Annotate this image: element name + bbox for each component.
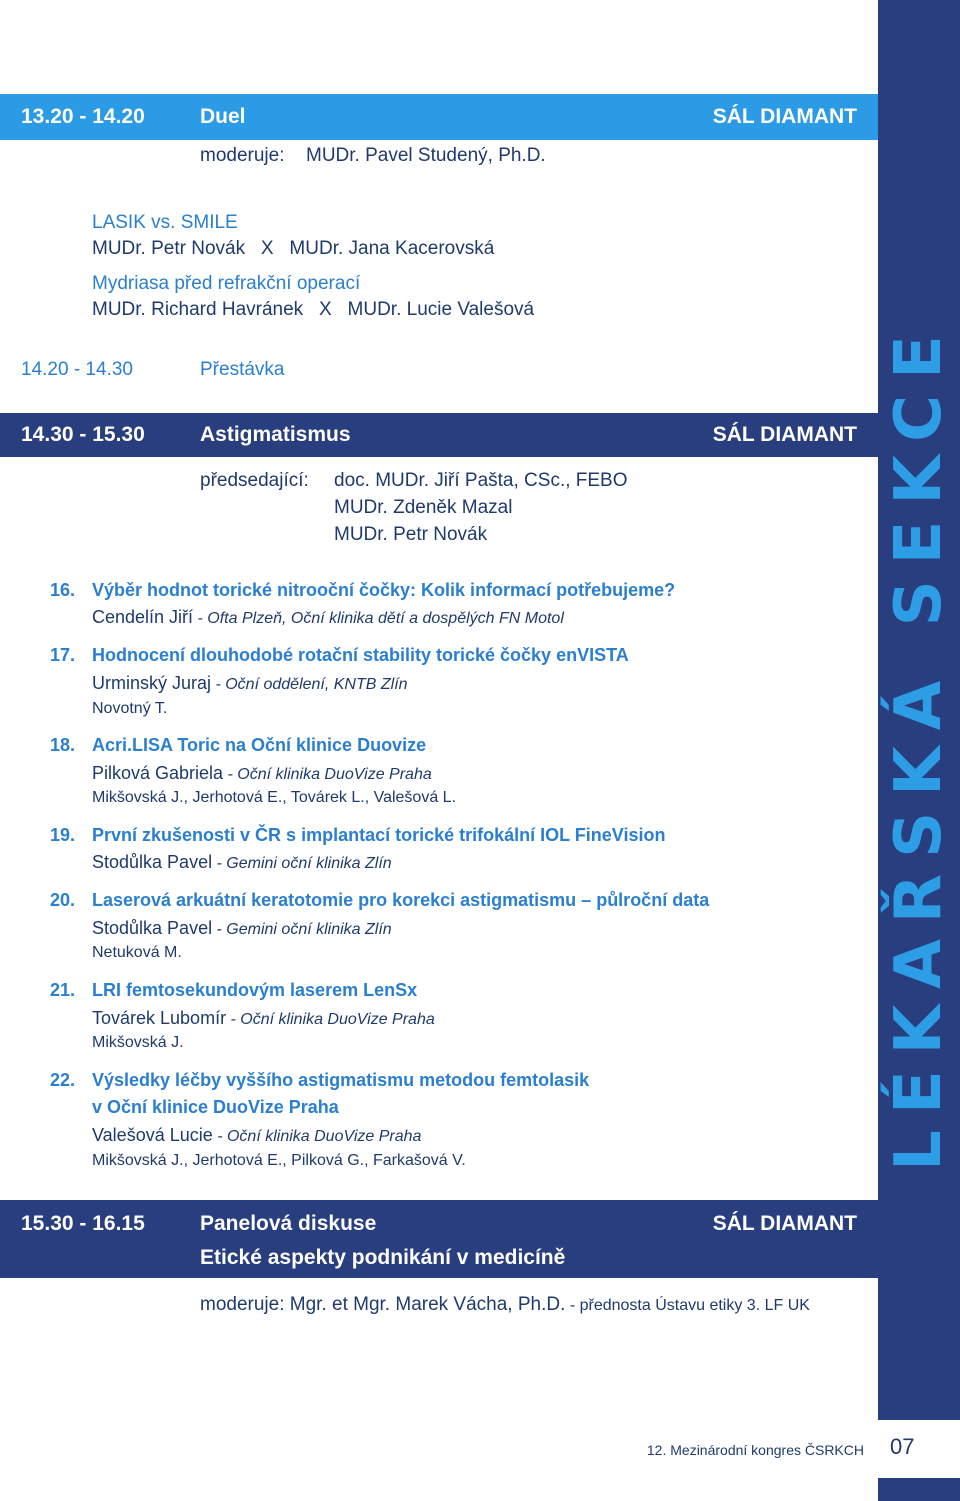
- talk-17-number: 17.: [50, 645, 76, 665]
- page-number-box: [878, 1420, 960, 1478]
- duel-hall: SÁL DIAMANT: [712, 105, 857, 128]
- astig-time: 14.30 - 15.30: [21, 423, 145, 446]
- talk-17-author-line: [92, 673, 408, 694]
- talk-22-author: Valešová Lucie: [92, 1125, 213, 1145]
- talk-22-title: Výsledky léčby vyššího astigmatismu metodou femtolasik: [92, 1070, 590, 1090]
- talk-22-coauthors: Mikšovská J., Jerhotová E., Pilková G., Farkašová V.: [92, 1152, 466, 1169]
- talk-20-author: Stodůlka Pavel: [92, 918, 213, 938]
- talk-20-coauthors: Netuková M.: [92, 944, 182, 961]
- duel-item-2-speakers: MUDr. Richard Havránek X MUDr. Lucie Valešová: [92, 299, 535, 320]
- astig-title: Astigmatismus: [200, 423, 351, 446]
- talk-19-author-line: [92, 852, 392, 873]
- panel-subtitle: Etické aspekty podnikání v medicíně: [200, 1246, 566, 1269]
- duel-header-bar: [0, 94, 878, 140]
- duel-item-1-title: LASIK vs. SMILE: [92, 212, 238, 233]
- panel-moderator-line: [200, 1294, 810, 1316]
- panel-time: 15.30 - 16.15: [21, 1212, 145, 1235]
- talk-19-author: Stodůlka Pavel: [92, 852, 213, 872]
- talk-16-affiliation: - Ofta Plzeň, Oční klinika dětí a dospělých FN Motol: [193, 610, 564, 627]
- panel-moderator-label: moderuje:: [200, 1294, 285, 1315]
- duel-item-1-speakers: MUDr. Petr Novák X MUDr. Jana Kacerovská: [92, 238, 495, 259]
- talk-22-number: 22.: [50, 1070, 76, 1090]
- panel-moderator-affiliation: - přednosta Ústavu etiky 3. LF UK: [565, 1297, 810, 1314]
- talk-21-coauthors: Mikšovská J.: [92, 1034, 184, 1051]
- talk-16-title: Výběr hodnot torické nitrooční čočky: Kolik informací potřebujeme?: [92, 580, 676, 600]
- astig-hall: SÁL DIAMANT: [712, 423, 857, 446]
- talk-16-author-line: [92, 607, 564, 628]
- talk-20-author-line: [92, 918, 392, 939]
- page-number: 07: [890, 1434, 915, 1459]
- talk-16-number: 16.: [50, 580, 76, 600]
- talk-22-title-line2: v Oční klinice DuoVize Praha: [92, 1097, 339, 1117]
- duel-time: 13.20 - 14.20: [21, 105, 145, 128]
- talk-20-number: 20.: [50, 890, 76, 910]
- panel-header-bar: [0, 1200, 878, 1278]
- break-time: 14.20 - 14.30: [21, 359, 133, 380]
- talk-17-coauthors: Novotný T.: [92, 700, 168, 717]
- talk-17-affiliation: - Oční oddělení, KNTB Zlín: [211, 676, 408, 693]
- talk-18-author: Pilková Gabriela: [92, 763, 224, 783]
- panel-moderator: Mgr. et Mgr. Marek Vácha, Ph.D.: [289, 1294, 566, 1315]
- duel-moderator-label: moderuje:: [200, 145, 285, 166]
- break-title: Přestávka: [200, 359, 285, 380]
- talk-18-title: Acri.LISA Toric na Oční klinice Duovize: [92, 735, 427, 755]
- panel-title: Panelová diskuse: [200, 1212, 377, 1235]
- astig-chairs-label: předsedající:: [200, 470, 309, 491]
- astig-header-bar: [0, 413, 878, 457]
- talk-21-affiliation: - Oční klinika DuoVize Praha: [226, 1011, 435, 1028]
- talk-19-title: První zkušenosti v ČR s implantací torické trifokální IOL FineVision: [92, 825, 666, 845]
- talk-21-author: Továrek Lubomír: [92, 1008, 227, 1028]
- talk-21-author-line: [92, 1008, 435, 1029]
- talk-18-affiliation: - Oční klinika DuoVize Praha: [223, 766, 432, 783]
- talk-19-affiliation: - Gemini oční klinika Zlín: [212, 855, 392, 872]
- astig-chair-3: MUDr. Petr Novák: [334, 524, 488, 545]
- duel-item-2-title: Mydriasa před refrakční operací: [92, 273, 361, 294]
- talk-21-title: LRI femtosekundovým laserem LenSx: [92, 980, 418, 1000]
- talk-17-title: Hodnocení dlouhodobé rotační stability torické čočky enVISTA: [92, 645, 629, 665]
- astig-chair-2: MUDr. Zdeněk Mazal: [334, 497, 513, 518]
- talk-19-number: 19.: [50, 825, 76, 845]
- talk-20-affiliation: - Gemini oční klinika Zlín: [212, 921, 392, 938]
- duel-moderator: MUDr. Pavel Studený, Ph.D.: [306, 145, 546, 166]
- talk-18-coauthors: Mikšovská J., Jerhotová E., Továrek L., Valešová L.: [92, 789, 457, 806]
- talk-18-number: 18.: [50, 735, 76, 755]
- astig-chair-1: doc. MUDr. Jiří Pašta, CSc., FEBO: [334, 470, 628, 491]
- panel-hall: SÁL DIAMANT: [712, 1212, 857, 1235]
- talk-22-affiliation: - Oční klinika DuoVize Praha: [212, 1128, 422, 1145]
- talk-18-author-line: [92, 763, 432, 784]
- sidebar-title: LÉKAŘSKÁ SEKCE: [882, 319, 956, 1171]
- talk-21-number: 21.: [50, 980, 76, 1000]
- duel-title: Duel: [200, 105, 246, 128]
- footer-congress: 12. Mezinárodní kongres ČSRKCH: [646, 1442, 864, 1458]
- talk-20-title: Laserová arkuátní keratotomie pro korekci astigmatismu – půlroční data: [92, 890, 710, 910]
- talk-17-author: Urminský Juraj: [92, 673, 212, 693]
- talk-16-author: Cendelín Jiří: [92, 607, 194, 627]
- talk-22-author-line: [92, 1125, 421, 1146]
